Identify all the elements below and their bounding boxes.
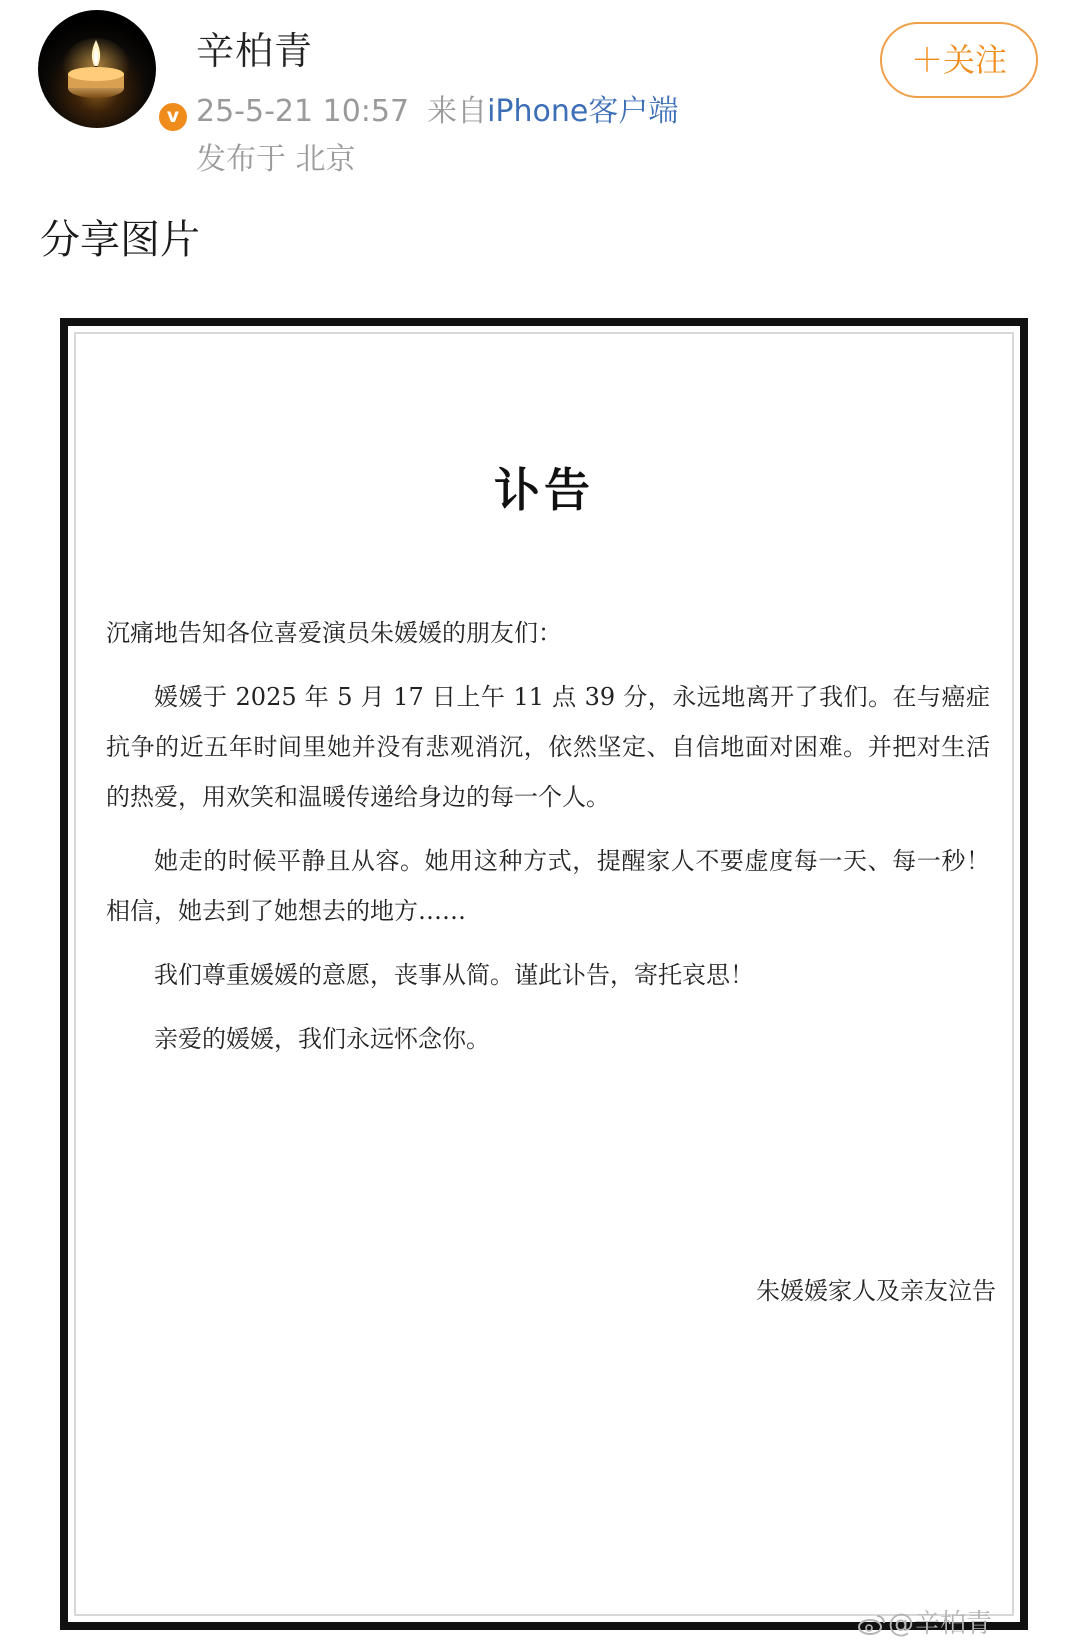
obituary-image[interactable] <box>60 318 1028 1630</box>
obituary-paragraph: 沉痛地告知各位喜爱演员朱媛媛的朋友们： <box>106 619 562 647</box>
obituary-paragraph: 她走的时候平静且从容。她用这种方式，提醒家人不要虚度每一天、每一秒！相信，她去到了她想去的地方…… <box>106 847 990 925</box>
watermark-text: @辛柏青 <box>888 1609 993 1639</box>
post-location: 发布于 北京 <box>196 142 356 177</box>
source-prefix: 来自 <box>427 94 488 129</box>
verified-badge: v <box>156 100 190 134</box>
client-link[interactable]: iPhone客户端 <box>487 94 679 129</box>
obituary-paragraph: 亲爱的媛媛，我们永远怀念你。 <box>154 1025 490 1053</box>
author-name[interactable]: 辛柏青 <box>196 29 314 73</box>
post-text: 分享图片 <box>40 217 200 263</box>
watermark <box>858 1603 992 1640</box>
obituary-paragraph: 媛媛于 2025 年 5 月 17 日上午 11 点 39 分，永远地离开了我们。在与癌症抗争的近五年时间里她并没有悲观消沉，依然坚定、自信地面对困难。并把对生活的热爱，用欢笑和温暖传递给身边的每一个人。 <box>106 683 990 811</box>
post-timestamp: 25-5-21 10:57 <box>196 94 410 129</box>
avatar[interactable] <box>38 10 180 128</box>
obituary-signature: 朱媛媛家人及亲友泣告 <box>756 1277 996 1305</box>
obituary-body <box>106 608 990 1078</box>
obituary-title: 讣告 <box>494 463 594 517</box>
follow-button[interactable]: ＋关注 <box>880 22 1038 98</box>
obituary-paragraph: 我们尊重媛媛的意愿，丧事从简。谨此讣告，寄托哀思！ <box>154 961 754 989</box>
candle-icon <box>38 10 156 128</box>
post-meta <box>196 86 678 130</box>
weibo-logo-icon <box>858 1613 886 1635</box>
